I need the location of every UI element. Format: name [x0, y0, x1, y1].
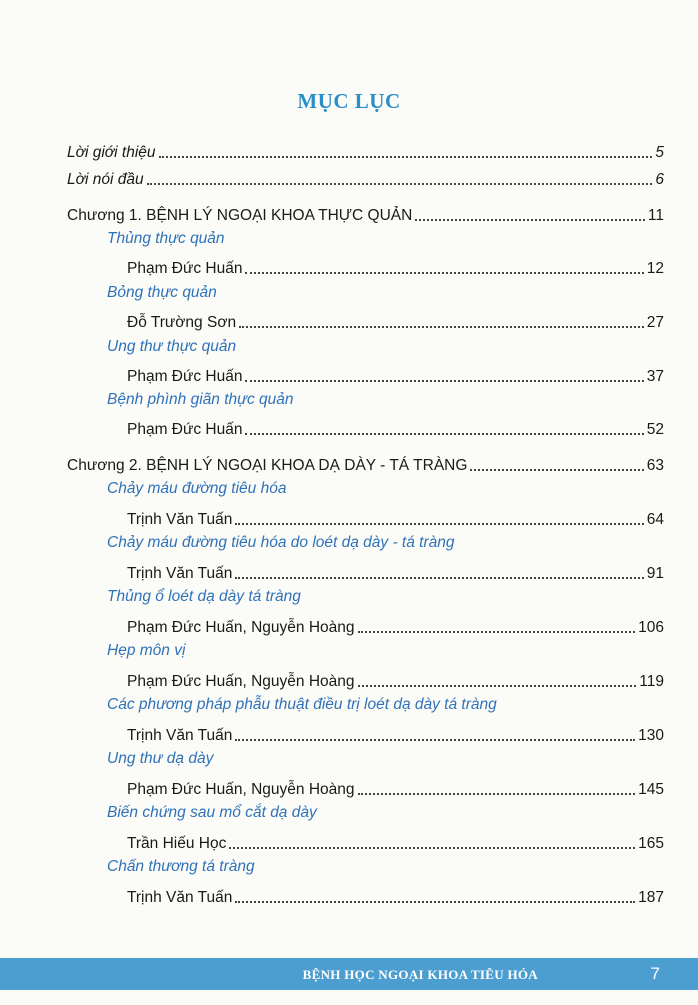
- section-title[interactable]: Bệnh phình giãn thực quản: [107, 391, 294, 408]
- dot-leader: [235, 739, 635, 741]
- toc-page-number: 37: [646, 368, 664, 385]
- toc-chapter-1[interactable]: [67, 203, 664, 225]
- section-title[interactable]: Ung thư dạ dày: [107, 750, 214, 767]
- dot-leader: [229, 847, 635, 849]
- toc-section-author-row[interactable]: [127, 310, 664, 332]
- toc-section-author-row[interactable]: [127, 615, 664, 637]
- section-author: Đỗ Trường Sơn: [127, 314, 237, 331]
- footer-band: [0, 958, 698, 990]
- toc-page-number: 52: [646, 421, 664, 438]
- dot-leader: [245, 433, 643, 435]
- section-author: Phạm Đức Huấn, Nguyễn Hoàng: [127, 781, 355, 798]
- section-title[interactable]: Biến chứng sau mổ cắt dạ dày: [107, 804, 317, 821]
- toc-page-number: 91: [646, 565, 664, 582]
- dot-leader: [235, 901, 635, 903]
- section-title[interactable]: Bỏng thực quản: [107, 284, 217, 301]
- dot-leader: [147, 183, 653, 185]
- toc-section-author-row[interactable]: [127, 885, 664, 907]
- toc-page-number: 106: [638, 619, 664, 636]
- section-title[interactable]: Chảy máu đường tiêu hóa do loét dạ dày - tá tràng: [107, 534, 455, 551]
- dot-leader: [239, 326, 644, 328]
- chapter-title: Chương 2. BỆNH LÝ NGOẠI KHOA DẠ DÀY - TÁ TRÀNG: [67, 457, 468, 474]
- toc-page-number: 130: [638, 727, 664, 744]
- section-author: Trịnh Văn Tuấn: [127, 727, 233, 744]
- toc-chapter-2[interactable]: [67, 453, 664, 475]
- toc-section-author-row[interactable]: [127, 507, 664, 529]
- section-author: Phạm Đức Huấn, Nguyễn Hoàng: [127, 619, 355, 636]
- dot-leader: [358, 631, 636, 633]
- section-title[interactable]: Chấn thương tá tràng: [107, 858, 255, 875]
- section-author: Trịnh Văn Tuấn: [127, 565, 233, 582]
- section-author: Phạm Đức Huấn: [127, 421, 243, 438]
- section-title[interactable]: Thủng thực quản: [107, 230, 225, 247]
- dot-leader: [235, 577, 643, 579]
- toc-page-number: 187: [638, 889, 664, 906]
- toc-section-author-row[interactable]: [127, 723, 664, 745]
- section-author: Phạm Đức Huấn, Nguyễn Hoàng: [127, 673, 355, 690]
- dot-leader: [470, 469, 643, 471]
- dot-leader: [245, 380, 643, 382]
- section-title[interactable]: Ung thư thực quản: [107, 338, 237, 355]
- toc-page-number: 145: [638, 781, 664, 798]
- dot-leader: [358, 793, 636, 795]
- toc-page-number: 27: [646, 314, 664, 331]
- toc-page-number: 11: [647, 207, 664, 224]
- toc-page-number: 64: [646, 511, 664, 528]
- dot-leader: [235, 523, 643, 525]
- section-title[interactable]: Chảy máu đường tiêu hóa: [107, 480, 287, 497]
- section-title[interactable]: Các phương pháp phẫu thuật điều trị loét dạ dày tá tràng: [107, 696, 497, 713]
- section-author: Trịnh Văn Tuấn: [127, 511, 233, 528]
- dot-leader: [159, 156, 653, 158]
- toc-entry-title: Lời giới thiệu: [67, 144, 156, 161]
- dot-leader: [415, 219, 645, 221]
- toc-section-author-row[interactable]: [127, 256, 664, 278]
- toc-page-number: 12: [646, 260, 664, 277]
- toc-section-author-row[interactable]: [127, 831, 664, 853]
- dot-leader: [245, 272, 643, 274]
- section-title[interactable]: Hẹp môn vị: [107, 642, 186, 659]
- chapter-title: Chương 1. BỆNH LÝ NGOẠI KHOA THỰC QUẢN: [67, 207, 413, 224]
- section-title[interactable]: Thủng ổ loét dạ dày tá tràng: [107, 588, 301, 605]
- toc-page-number: 63: [646, 457, 664, 474]
- toc-page-number: 165: [638, 835, 664, 852]
- toc-page-number: 5: [655, 144, 664, 161]
- toc-page-number: 119: [639, 673, 664, 690]
- toc-section-author-row[interactable]: [127, 561, 664, 583]
- toc-entry-loi-gioi-thieu[interactable]: [67, 140, 664, 162]
- book-title: BỆNH HỌC NGOẠI KHOA TIÊU HÓA: [302, 967, 538, 982]
- toc-entry-loi-noi-dau[interactable]: [67, 167, 664, 189]
- toc-section-author-row[interactable]: [127, 669, 664, 691]
- page-number: 7: [650, 964, 660, 983]
- page-title: MỤC LỤC: [297, 89, 401, 113]
- toc-page-number: 6: [655, 171, 664, 188]
- toc-section-author-row[interactable]: [127, 417, 664, 439]
- toc-section-author-row[interactable]: [127, 364, 664, 386]
- section-author: Trịnh Văn Tuấn: [127, 889, 233, 906]
- section-author: Trần Hiếu Học: [127, 835, 227, 852]
- toc-section-author-row[interactable]: [127, 777, 664, 799]
- section-author: Phạm Đức Huấn: [127, 368, 243, 385]
- toc-entry-title: Lời nói đầu: [67, 171, 144, 188]
- dot-leader: [358, 685, 637, 687]
- section-author: Phạm Đức Huấn: [127, 260, 243, 277]
